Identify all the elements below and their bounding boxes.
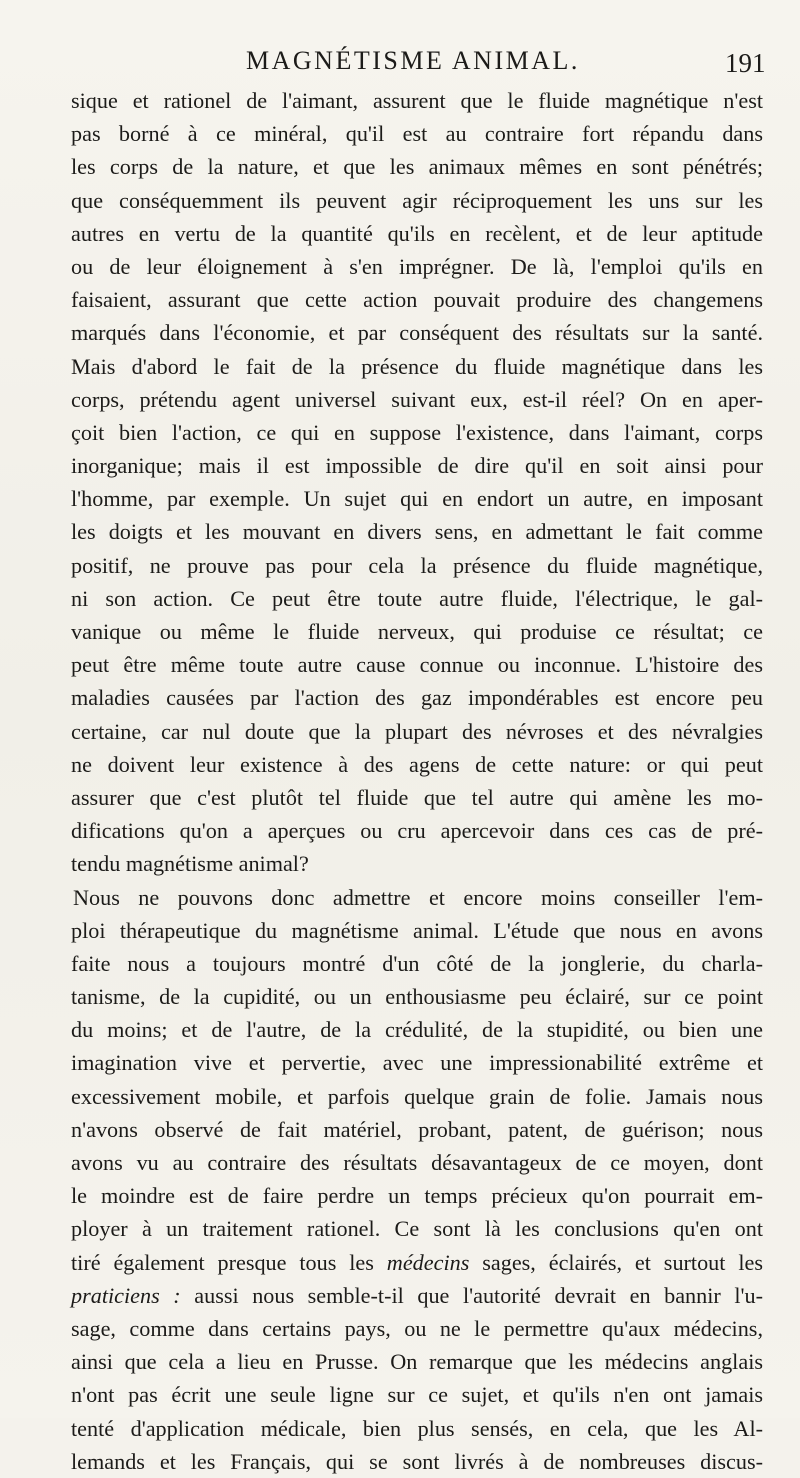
text-line: ployer à un traitement rationel. Ce sont là les conclusions qu'en ont — [71, 1216, 763, 1242]
text-line: le moindre est de faire perdre un temps précieux qu'on pourrait em- — [71, 1183, 763, 1209]
text-line: sique et rationel de l'aimant, assurent que le fluide magnétique n'est — [71, 88, 763, 113]
text-line: ainsi que cela a lieu en Prusse. On remarque que les médecins anglais — [71, 1349, 763, 1375]
text-line: n'avons observé de fait matériel, probant, patent, de guérison; nous — [71, 1116, 763, 1142]
text-line: assurer que c'est plutôt tel fluide que tel autre qui amène les mo- — [71, 784, 763, 810]
text-line: inorganique; mais il est impossible de dire qu'il en soit ainsi pour — [71, 453, 763, 479]
text-segment: sages, éclairés, et surtout les — [469, 1249, 763, 1275]
text-line: lemands et les Français, qui se sont livrés à de nombreuses discus- — [71, 1448, 763, 1474]
text-line — [71, 1246, 763, 1279]
text-line: ni son action. Ce peut être toute autre fluide, l'électrique, le gal- — [71, 585, 763, 611]
text-line: faite nous a toujours montré d'un côté de la jonglerie, du charla- — [71, 950, 763, 976]
italic-term: praticiens : — [71, 1282, 181, 1308]
text-line: certaine, car nul doute que la plupart des névroses et des névralgies — [71, 718, 763, 744]
text-line: maladies causées par l'action des gaz impondérables est encore peu — [71, 685, 763, 711]
text-line: tenté d'application médicale, bien plus sensés, en cela, que les Al- — [71, 1415, 763, 1441]
text-line: tendu magnétisme animal? — [71, 851, 309, 877]
text-line — [71, 1279, 763, 1312]
text-line: autres en vertu de la quantité qu'ils en recèlent, et de leur aptitude — [71, 220, 763, 246]
text-line: imagination vive et pervertie, avec une impressionabilité extrême et — [71, 1050, 763, 1076]
paragraph-1 — [71, 84, 763, 881]
running-head — [0, 46, 800, 86]
text-line: ne doivent leur existence à des agens de cette nature: or qui peut — [71, 751, 763, 777]
text-line: marqués dans l'économie, et par conséquent des résultats sur la santé. — [71, 320, 763, 346]
text-segment: tiré également presque tous les — [71, 1249, 387, 1275]
text-line: pas borné à ce minéral, qu'il est au contraire fort répandu dans — [71, 121, 763, 147]
page-number: 191 — [725, 48, 766, 78]
text-line: que conséquemment ils peuvent agir réciproquement les uns sur les — [71, 187, 763, 213]
text-line: ou de leur éloignement à s'en imprégner. De là, l'emploi qu'ils en — [71, 253, 763, 279]
text-line: n'ont pas écrit une seule ligne sur ce sujet, et qu'ils n'en ont jamais — [71, 1382, 763, 1408]
text-line: tanisme, de la cupidité, ou un enthousiasme peu éclairé, sur ce point — [71, 984, 763, 1010]
running-title: MAGNÉTISME ANIMAL. — [246, 46, 580, 75]
text-line: faisaient, assurant que cette action pouvait produire des changemens — [71, 287, 763, 313]
text-line: du moins; et de l'autre, de la crédulité, de la stupidité, ou bien une — [71, 1017, 763, 1043]
text-line: corps, prétendu agent universel suivant eux, est-il réel? On en aper- — [71, 386, 763, 412]
text-line: sage, comme dans certains pays, ou ne le permettre qu'aux médecins, — [71, 1315, 763, 1341]
paragraph-2 — [71, 881, 763, 1478]
text-line: Mais d'abord le fait de la présence du fluide magnétique dans les — [71, 353, 763, 379]
text-line: les corps de la nature, et que les animaux mêmes en sont pénétrés; — [71, 154, 763, 180]
text-line: excessivement mobile, et parfois quelque grain de folie. Jamais nous — [71, 1083, 763, 1109]
body-text — [71, 84, 763, 1478]
text-line: peut être même toute autre cause connue ou inconnue. L'histoire des — [71, 652, 763, 678]
text-line: difications qu'on a aperçues ou cru apercevoir dans ces cas de pré- — [71, 818, 763, 844]
text-line: Nous ne pouvons donc admettre et encore moins conseiller l'em- — [73, 884, 763, 910]
text-line: vanique ou même le fluide nerveux, qui produise ce résultat; ce — [71, 619, 763, 644]
text-line: avons vu au contraire des résultats désavantageux de ce moyen, dont — [71, 1150, 763, 1175]
text-line: l'homme, par exemple. Un sujet qui en endort un autre, en imposant — [71, 486, 763, 512]
text-line: positif, ne prouve pas pour cela la présence du fluide magnétique, — [71, 552, 763, 578]
text-line: çoit bien l'action, ce qui en suppose l'existence, dans l'aimant, corps — [71, 419, 763, 445]
text-line: ploi thérapeutique du magnétisme animal. L'étude que nous en avons — [71, 917, 763, 943]
text-line: les doigts et les mouvant en divers sens, en admettant le fait comme — [71, 519, 763, 545]
italic-term: médecins — [386, 1249, 470, 1275]
text-segment: aussi nous semble-t-il que l'autorité devrait en bannir l'u- — [180, 1282, 763, 1308]
